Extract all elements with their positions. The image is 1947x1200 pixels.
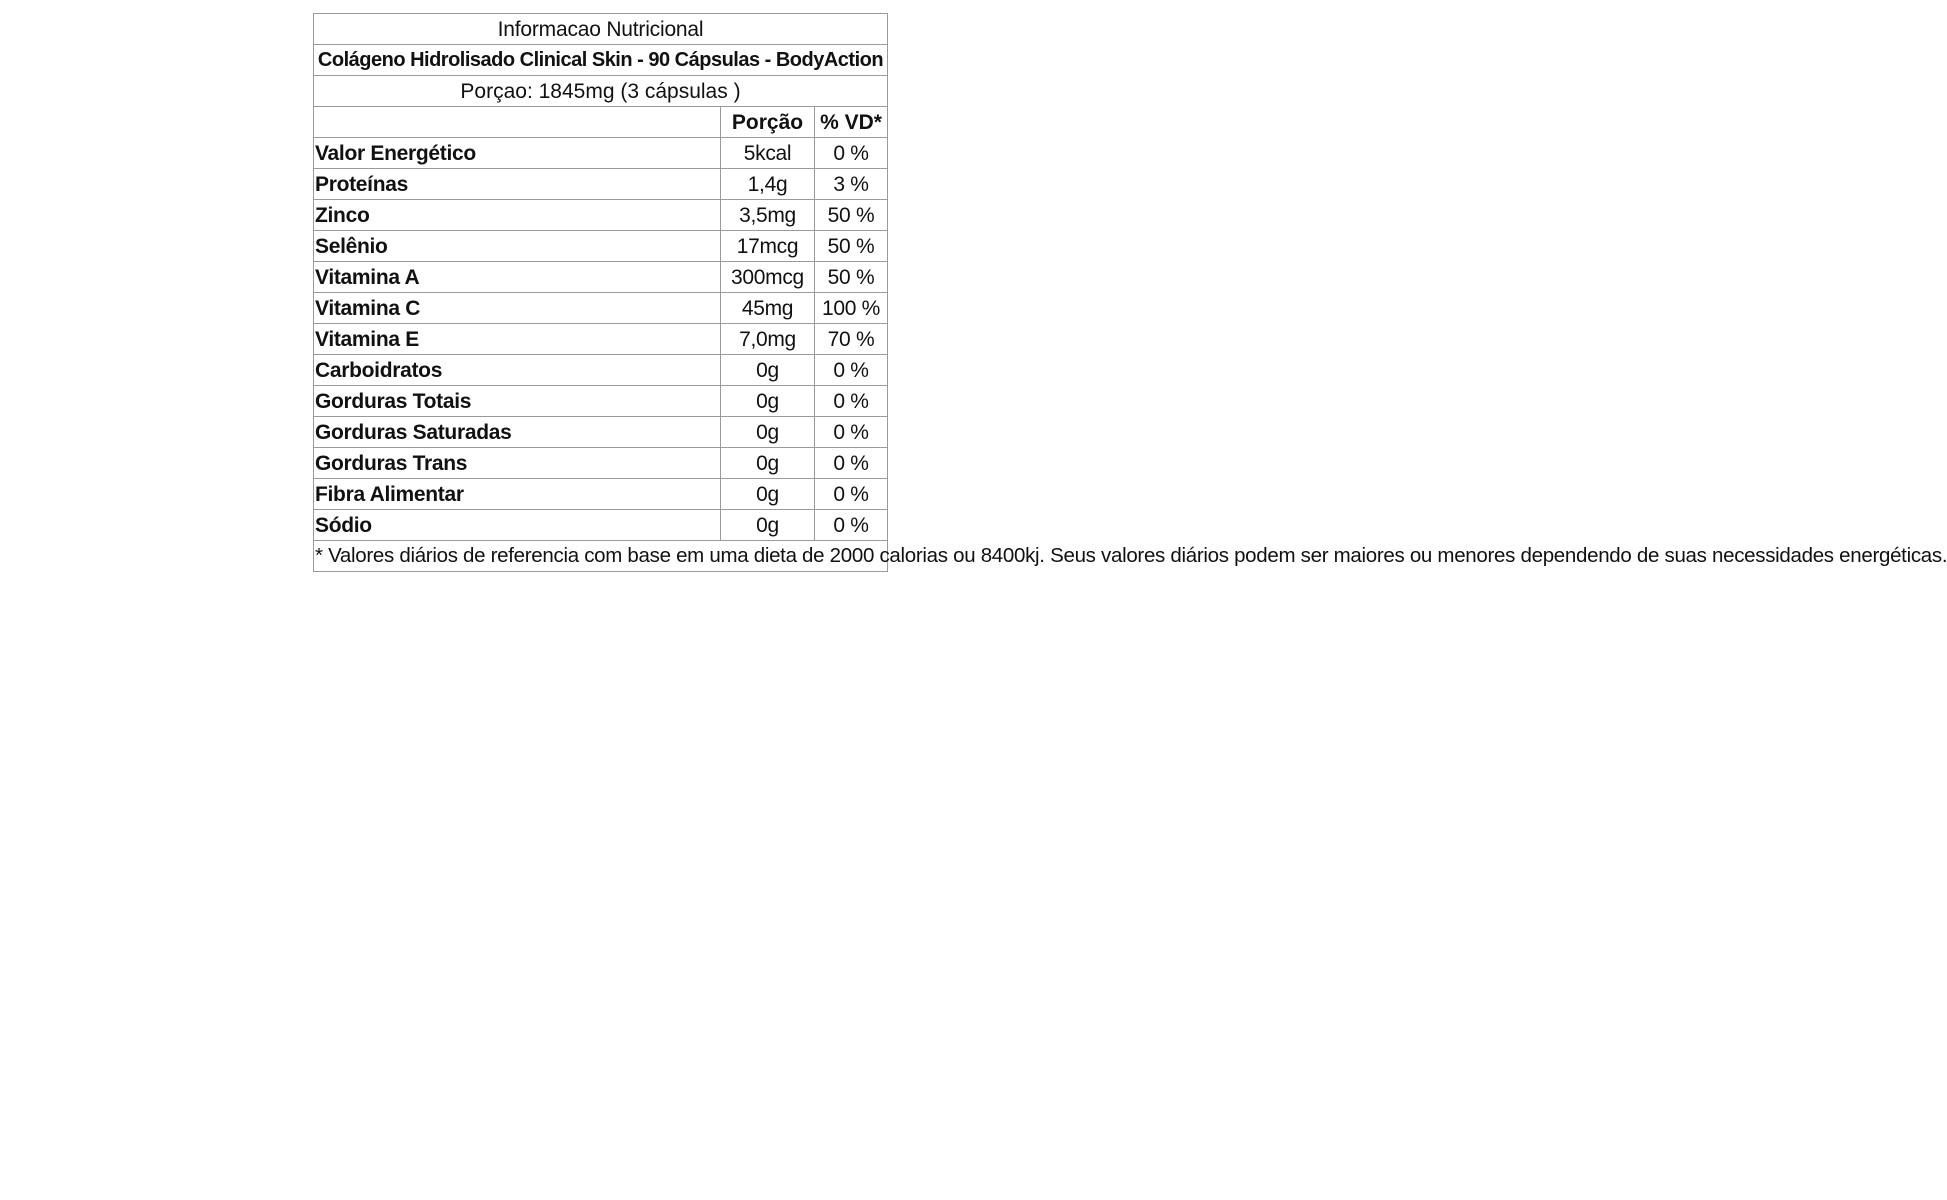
nutrient-name: Carboidratos xyxy=(314,355,721,386)
nutrient-name: Fibra Alimentar xyxy=(314,479,721,510)
nutrient-portion: 45mg xyxy=(721,293,815,324)
footnote-row xyxy=(314,541,888,572)
nutrient-name: Gorduras Saturadas xyxy=(314,417,721,448)
table-row xyxy=(314,448,888,479)
nutrient-portion: 17mcg xyxy=(721,231,815,262)
table-row xyxy=(314,324,888,355)
nutrient-name: Gorduras Totais xyxy=(314,386,721,417)
nutrient-name: Gorduras Trans xyxy=(314,448,721,479)
table-title: Informacao Nutricional xyxy=(314,14,888,45)
table-row xyxy=(314,262,888,293)
nutrient-name: Sódio xyxy=(314,510,721,541)
nutrient-daily-value: 100 % xyxy=(815,293,888,324)
nutrient-daily-value: 70 % xyxy=(815,324,888,355)
table-row xyxy=(314,138,888,169)
serving-row xyxy=(314,76,888,107)
serving-size: Porçao: 1845mg (3 cápsulas ) xyxy=(314,76,888,107)
table-row xyxy=(314,169,888,200)
nutrient-daily-value: 0 % xyxy=(815,448,888,479)
table-row xyxy=(314,200,888,231)
table-row xyxy=(314,231,888,262)
title-row xyxy=(314,14,888,45)
nutrient-portion: 0g xyxy=(721,386,815,417)
nutrient-portion: 5kcal xyxy=(721,138,815,169)
nutrient-portion: 0g xyxy=(721,479,815,510)
nutrient-daily-value: 0 % xyxy=(815,386,888,417)
nutrient-portion: 3,5mg xyxy=(721,200,815,231)
table-row xyxy=(314,386,888,417)
nutrient-portion: 0g xyxy=(721,510,815,541)
nutrient-daily-value: 0 % xyxy=(815,479,888,510)
nutrient-daily-value: 0 % xyxy=(815,417,888,448)
nutrient-portion: 1,4g xyxy=(721,169,815,200)
table-row xyxy=(314,355,888,386)
nutrient-name: Vitamina C xyxy=(314,293,721,324)
product-name: Colágeno Hidrolisado Clinical Skin - 90 Cápsulas - BodyAction xyxy=(314,45,888,76)
nutrient-portion: 0g xyxy=(721,448,815,479)
nutrient-daily-value: 50 % xyxy=(815,200,888,231)
nutrient-daily-value: 0 % xyxy=(815,138,888,169)
nutrient-portion: 7,0mg xyxy=(721,324,815,355)
nutrient-daily-value: 0 % xyxy=(815,355,888,386)
nutrient-daily-value: 50 % xyxy=(815,231,888,262)
table-row xyxy=(314,479,888,510)
nutrient-name: Vitamina E xyxy=(314,324,721,355)
header-portion: Porção xyxy=(721,107,815,138)
table-row xyxy=(314,510,888,541)
table-row xyxy=(314,417,888,448)
nutrient-daily-value: 3 % xyxy=(815,169,888,200)
nutrient-daily-value: 50 % xyxy=(815,262,888,293)
nutrient-daily-value: 0 % xyxy=(815,510,888,541)
nutrient-name: Vitamina A xyxy=(314,262,721,293)
table-row xyxy=(314,293,888,324)
nutrient-name: Proteínas xyxy=(314,169,721,200)
column-header-row xyxy=(314,107,888,138)
nutrition-facts-table xyxy=(313,13,1947,572)
nutrient-name: Zinco xyxy=(314,200,721,231)
nutrient-name: Valor Energético xyxy=(314,138,721,169)
product-row xyxy=(314,45,888,76)
header-nutrient xyxy=(314,107,721,138)
nutrient-portion: 300mcg xyxy=(721,262,815,293)
nutrient-name: Selênio xyxy=(314,231,721,262)
header-daily-value: % VD* xyxy=(815,107,888,138)
nutrient-portion: 0g xyxy=(721,355,815,386)
footnote: * Valores diários de referencia com base em uma dieta de 2000 calorias ou 8400kj. Seus valores diários podem ser maiores ou menores dependendo de suas necessidades energéticas. xyxy=(314,541,888,572)
nutrient-portion: 0g xyxy=(721,417,815,448)
